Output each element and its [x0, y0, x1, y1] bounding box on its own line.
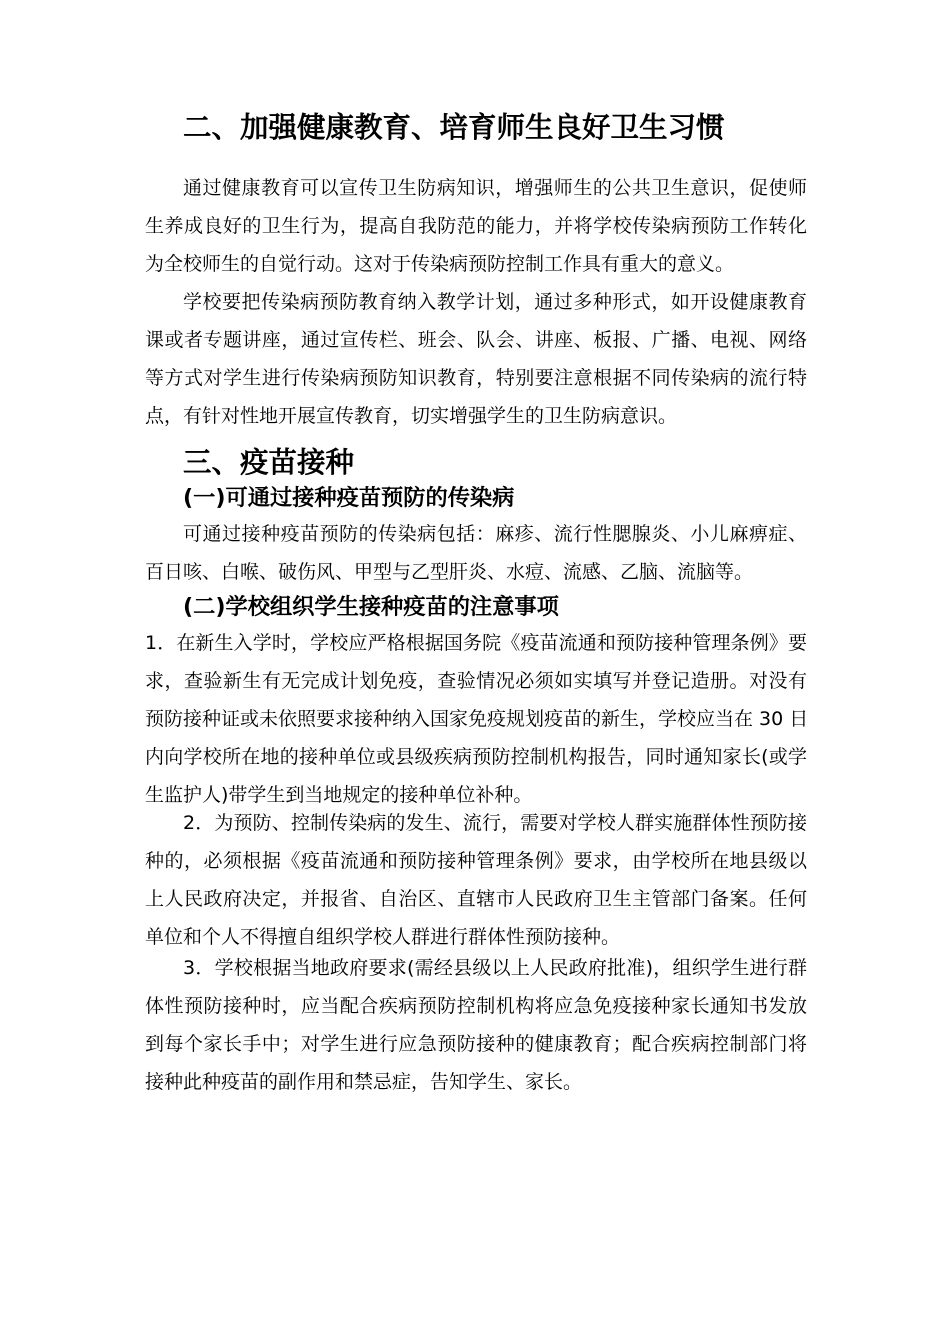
text-line: 求，查验新生有无完成计划免疫，查验情况必须如实填写并登记造册。对没有 [145, 670, 807, 692]
subsection-1-paragraph [145, 515, 807, 591]
text-line: 体性预防接种时，应当配合疾病预防控制机构将应急免疫接种家长通知书发放 [145, 995, 807, 1017]
text-line: 3．学校根据当地政府要求(需经县级以上人民政府批准)，组织学生进行群 [183, 957, 807, 979]
subsection-2-heading: (二)学校组织学生接种疫苗的注意事项 [183, 594, 559, 620]
notice-item-3 [145, 949, 807, 1101]
section-2-heading: 二、加强健康教育、培育师生良好卫生习惯 [183, 111, 725, 144]
notice-item-1 [145, 624, 807, 814]
text-line: 生监护人)带学生到当地规定的接种单位补种。 [145, 784, 533, 806]
subsection-1-heading: (一)可通过接种疫苗预防的传染病 [183, 485, 515, 511]
text-line: 预防接种证或未依照要求接种纳入国家免疫规划疫苗的新生，学校应当在 30 日 [145, 708, 809, 730]
text-line: 单位和个人不得擅自组织学校人群进行群体性预防接种。 [145, 926, 621, 948]
notice-item-2 [145, 804, 807, 956]
text-line: 点，有针对性地开展宣传教育，切实增强学生的卫生防病意识。 [145, 405, 678, 427]
text-line: 生养成良好的卫生行为，提高自我防范的能力，并将学校传染病预防工作转化 [145, 215, 807, 237]
section-2-paragraph-1 [145, 169, 807, 283]
text-line: 2．为预防、控制传染病的发生、流行，需要对学校人群实施群体性预防接 [183, 812, 807, 834]
text-line: 可通过接种疫苗预防的传染病包括：麻疹、流行性腮腺炎、小儿麻痹症、 [183, 523, 807, 545]
text-line: 为全校师生的自觉行动。这对于传染病预防控制工作具有重大的意义。 [145, 253, 735, 275]
text-line: 上人民政府决定，并报省、自治区、直辖市人民政府卫生主管部门备案。任何 [145, 888, 807, 910]
text-line: 到每个家长手中；对学生进行应急预防接种的健康教育；配合疾病控制部门将 [145, 1033, 807, 1055]
text-line: 1．在新生入学时，学校应严格根据国务院《疫苗流通和预防接种管理条例》要 [145, 632, 807, 654]
text-line: 百日咳、白喉、破伤风、甲型与乙型肝炎、水痘、流感、乙脑、流脑等。 [145, 561, 754, 583]
text-line: 接种此种疫苗的副作用和禁忌症，告知学生、家长。 [145, 1071, 583, 1093]
section-3-heading: 三、疫苗接种 [183, 446, 355, 479]
text-line: 通过健康教育可以宣传卫生防病知识，增强师生的公共卫生意识，促使师 [183, 177, 807, 199]
text-line: 等方式对学生进行传染病预防知识教育，特别要注意根据不同传染病的流行特 [145, 367, 807, 389]
text-line: 学校要把传染病预防教育纳入教学计划，通过多种形式，如开设健康教育 [183, 291, 807, 313]
text-line: 课或者专题讲座，通过宣传栏、班会、队会、讲座、板报、广播、电视、网络 [145, 329, 807, 351]
text-line: 内向学校所在地的接种单位或县级疾病预防控制机构报告，同时通知家长(或学 [145, 746, 807, 768]
section-2-paragraph-2 [145, 283, 807, 435]
text-line: 种的，必须根据《疫苗流通和预防接种管理条例》要求，由学校所在地县级以 [145, 850, 807, 872]
